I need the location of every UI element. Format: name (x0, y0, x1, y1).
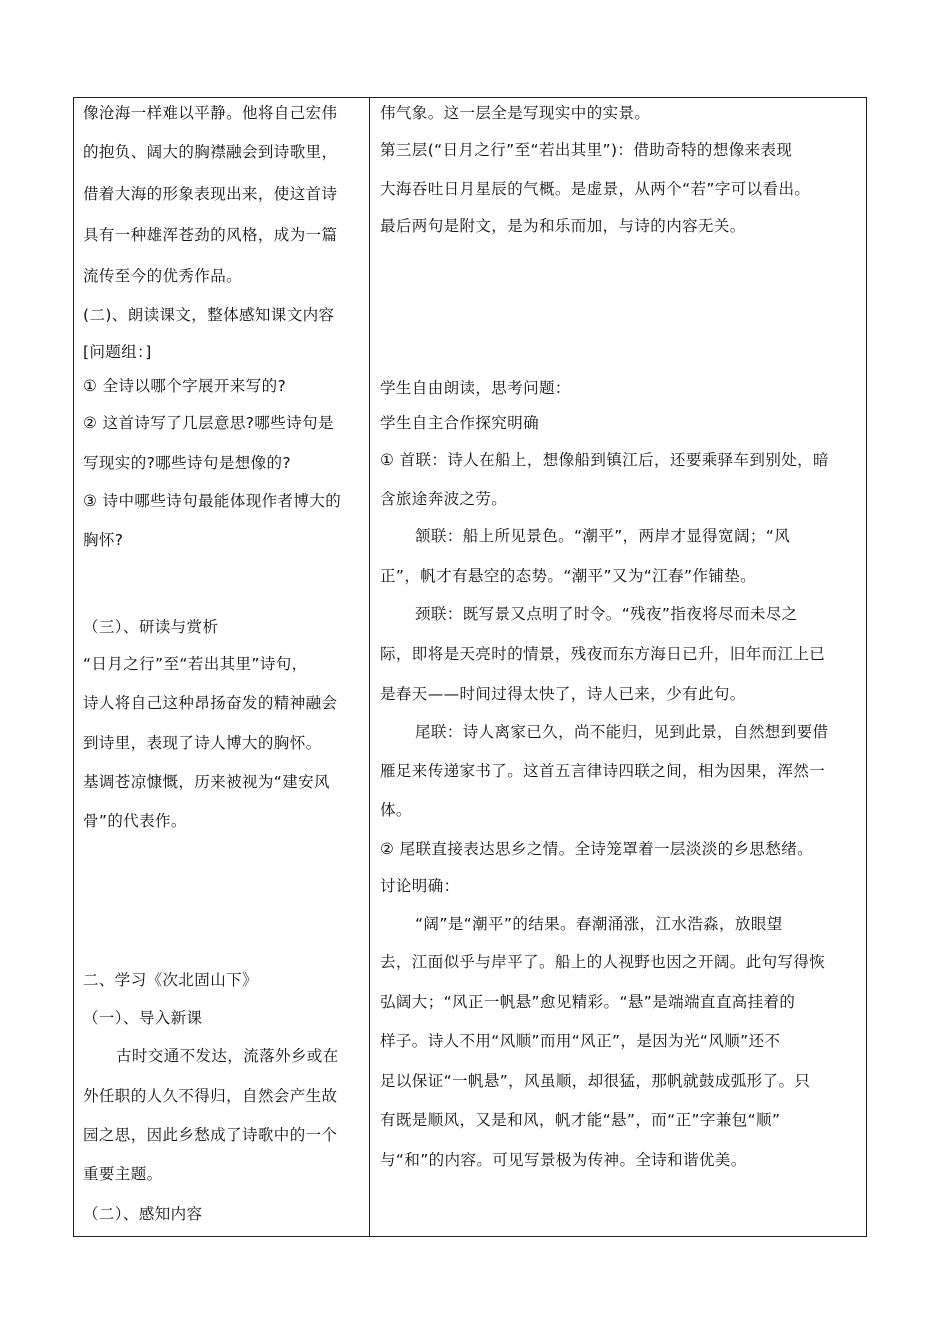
left-line: 流传至今的优秀作品。 (83, 267, 243, 285)
right-line: 学生自由朗读，思考问题： (380, 379, 571, 397)
right-line: 颈联：既写景又点明了时令。“残夜”指夜将尽而未尽之 (415, 605, 798, 623)
right-line: 颔联：船上所见景色。“潮平”，两岸才显得宽阔；“风 (415, 527, 791, 545)
left-line: 园之思，因此乡愁成了诗歌中的一个 (83, 1126, 338, 1144)
left-line: [问题组：] (83, 343, 152, 361)
left-line: 的抱负、阔大的胸襟融会到诗歌里， (83, 143, 338, 161)
right-line: 去，江面似乎与岸平了。船上的人视野也因之开阔。此句写得恢 (380, 953, 826, 971)
left-line: 重要主题。 (83, 1165, 163, 1183)
left-line: 外任职的人久不得归，自然会产生故 (83, 1087, 338, 1105)
section-heading: 二、学习《次北固山下》 (83, 971, 258, 989)
right-line: ② 尾联直接表达思乡之情。全诗笼罩着一层淡淡的乡思愁绪。 (380, 840, 814, 858)
right-line: ① 首联：诗人在船上，想像船到镇江后，还要乘驿车到别处，暗 (380, 451, 829, 469)
right-line: 体。 (380, 801, 412, 819)
left-line: “日月之行”至“若出其里”诗句， (83, 655, 308, 673)
left-line: 基调苍凉慷慨，历来被视为“建安风 (83, 773, 330, 791)
right-line: 学生自主合作探究明确 (380, 414, 540, 432)
left-line: 具有一种雄浑苍劲的风格，成为一篇 (83, 226, 338, 244)
section-heading: （三）、研读与赏析 (83, 618, 219, 636)
right-line: 是春天——时间过得太快了，诗人已来，少有此句。 (380, 685, 746, 703)
left-line: 古时交通不发达，流落外乡或在 (116, 1047, 339, 1065)
right-line: 尾联：诗人离家已久，尚不能归，见到此景，自然想到要借 (415, 723, 829, 741)
section-heading: （二）、感知内容 (83, 1205, 203, 1223)
question-item: ② 这首诗写了几层意思?哪些诗句是 (83, 414, 334, 432)
right-line: 讨论明确： (380, 877, 460, 895)
right-line: 有既是顺风，又是和风，帆才能“悬”，而“正”字兼包“顺” (380, 1111, 781, 1129)
left-line: 写现实的?哪些诗句是想像的? (83, 454, 292, 472)
right-line: 最后两句是附文，是为和乐而加，与诗的内容无关。 (380, 217, 746, 235)
right-line: 伟气象。这一层全是写现实中的实景。 (380, 104, 651, 122)
right-line: 大海吞吐日月星辰的气概。是虚景，从两个“若”字可以看出。 (380, 180, 811, 198)
right-line: 样子。诗人不用“风顺”而用“风正”，是因为光“风顺”还不 (380, 1032, 781, 1050)
right-line: 第三层(“日月之行”至“若出其里”)：借助奇特的想像来表现 (380, 141, 793, 159)
question-item: ③ 诗中哪些诗句最能体现作者博大的 (83, 492, 342, 510)
right-line: 雁足来传递家书了。这首五言律诗四联之间，相为因果，浑然一 (380, 762, 826, 780)
right-line: 足以保证“一帆悬”，风虽顺，却很猛，那帆就鼓成弧形了。只 (380, 1072, 811, 1090)
right-line: 际，即将是天亮时的情景，残夜而东方海日已升，旧年而江上已 (380, 645, 826, 663)
right-line: 含旅途奔波之劳。 (380, 490, 508, 508)
left-line: 诗人将自己这种昂扬奋发的精神融会 (83, 694, 338, 712)
left-line: 到诗里，表现了诗人博大的胸怀。 (83, 734, 322, 752)
left-line: 胸怀? (83, 531, 124, 549)
column-divider (369, 98, 370, 1236)
right-line: 弘阔大；“风正一帆悬”愈见精彩。“悬”是端端直直高挂着的 (380, 993, 796, 1011)
left-line: 借着大海的形象表现出来，使这首诗 (83, 185, 338, 203)
left-line: 骨”的代表作。 (83, 812, 187, 830)
section-heading: (二)、朗读课文，整体感知课文内容 (83, 306, 335, 324)
section-heading: （一）、导入新课 (83, 1009, 203, 1027)
question-item: ① 全诗以哪个字展开来写的? (83, 377, 287, 395)
right-line: 正”，帆才有悬空的态势。“潮平”又为“江春”作铺垫。 (380, 567, 757, 585)
right-line: 与“和”的内容。可见写景极为传神。全诗和谐优美。 (380, 1151, 747, 1169)
right-line: “阔”是“潮平”的结果。春潮涌涨，江水浩淼，放眼望 (415, 915, 783, 933)
left-line: 像沧海一样难以平静。他将自己宏伟 (83, 104, 338, 122)
